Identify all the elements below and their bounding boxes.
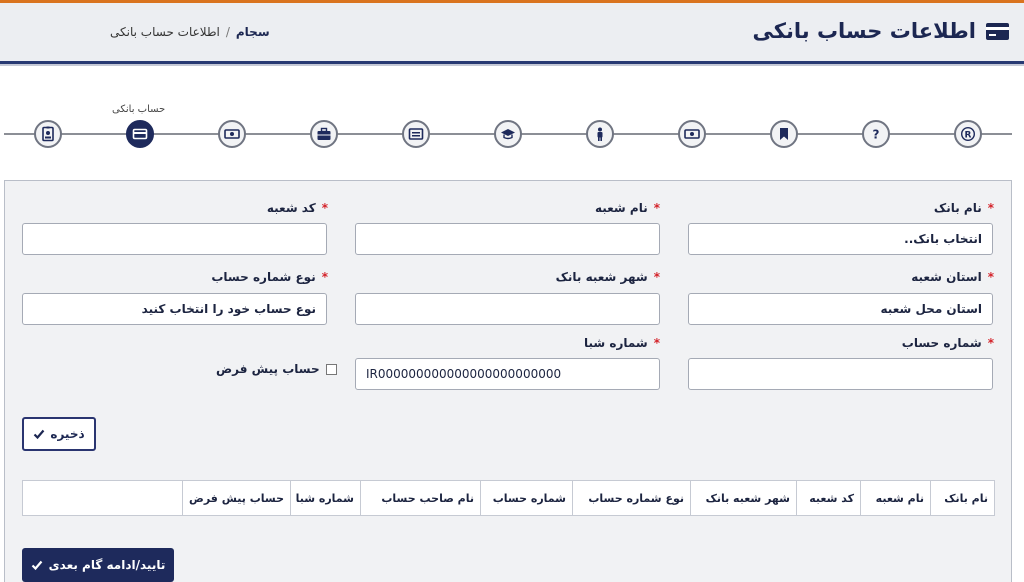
- sheba-label: *شماره شبا: [583, 336, 660, 350]
- branch-code-label: *کد شعبه: [266, 201, 328, 215]
- bank-name-label: *نام بانک: [933, 201, 994, 215]
- question-icon: [868, 126, 884, 142]
- svg-text:R: R: [964, 130, 972, 141]
- account-number-label: *شماره حساب: [901, 336, 994, 350]
- breadcrumb: [110, 25, 270, 39]
- banknote-icon: [224, 126, 240, 142]
- step-help[interactable]: [862, 120, 890, 148]
- graduation-cap-icon: [500, 126, 516, 142]
- column-header: نام صاحب حساب: [361, 481, 481, 516]
- column-header: شهر شعبه بانک: [691, 481, 797, 516]
- step-bookmark[interactable]: [770, 120, 798, 148]
- step-job[interactable]: [310, 120, 338, 148]
- credit-card-icon: [985, 22, 1010, 41]
- credit-card-icon: [132, 126, 148, 142]
- bookmark-icon: [776, 126, 792, 142]
- column-header: نام شعبه: [861, 481, 931, 516]
- column-header: نام بانک: [931, 481, 995, 516]
- step-identity[interactable]: [402, 120, 430, 148]
- registered-icon: [960, 126, 976, 142]
- page-title: اطلاعات حساب بانکی: [752, 19, 976, 43]
- breadcrumb-current: اطلاعات حساب بانکی: [110, 25, 220, 39]
- branch-name-input[interactable]: [355, 223, 660, 255]
- banknote-icon: [684, 126, 700, 142]
- header-divider-light: [0, 64, 1024, 66]
- column-header: حساب پیش فرض: [183, 481, 291, 516]
- column-header: شماره حساب: [481, 481, 573, 516]
- step-financial[interactable]: [218, 120, 246, 148]
- step-personal[interactable]: [586, 120, 614, 148]
- briefcase-icon: [316, 126, 332, 142]
- branch-code-input[interactable]: [22, 223, 327, 255]
- table-header-row: [23, 481, 995, 516]
- check-icon: [31, 559, 43, 571]
- breadcrumb-separator: /: [225, 25, 230, 39]
- column-header: کد شعبه: [797, 481, 861, 516]
- column-header: [23, 481, 183, 516]
- branch-province-label: *استان شعبه: [911, 270, 994, 284]
- branch-city-input[interactable]: [355, 293, 660, 325]
- account-type-label: *نوع شماره حساب: [211, 270, 328, 284]
- next-button-label: تایید/ادامه گام بعدی: [48, 558, 166, 572]
- default-account-checkbox[interactable]: [326, 364, 337, 375]
- column-header: شماره شبا: [291, 481, 361, 516]
- confirm-next-step-button[interactable]: [22, 548, 174, 582]
- account-type-select[interactable]: نوع حساب خود را انتخاب کنید: [22, 293, 327, 325]
- account-number-input[interactable]: [688, 358, 993, 390]
- step-id-card[interactable]: [34, 120, 62, 148]
- column-header: نوع شماره حساب: [573, 481, 691, 516]
- default-account-label: حساب پیش فرض: [216, 362, 320, 376]
- save-button[interactable]: [22, 417, 96, 451]
- breadcrumb-home[interactable]: سجام: [235, 25, 270, 39]
- step-payment[interactable]: [678, 120, 706, 148]
- step-bank-account[interactable]: [126, 120, 154, 148]
- active-step-label: حساب بانکی: [112, 104, 166, 115]
- id-badge-icon: [408, 126, 424, 142]
- save-button-label: ذخیره: [50, 427, 85, 441]
- check-icon: [33, 428, 45, 440]
- svg-text:?: ?: [872, 127, 880, 142]
- id-card-icon: [40, 126, 56, 142]
- sheba-input[interactable]: [355, 358, 660, 390]
- branch-province-select[interactable]: استان محل شعبه: [688, 293, 993, 325]
- branch-city-label: *شهر شعبه بانک: [555, 270, 660, 284]
- person-icon: [592, 126, 608, 142]
- bank-accounts-table: [22, 480, 995, 516]
- bank-name-select[interactable]: انتخاب بانک..: [688, 223, 993, 255]
- default-account-option[interactable]: [216, 362, 337, 376]
- step-registration[interactable]: [954, 120, 982, 148]
- branch-name-label: *نام شعبه: [594, 201, 660, 215]
- step-education[interactable]: [494, 120, 522, 148]
